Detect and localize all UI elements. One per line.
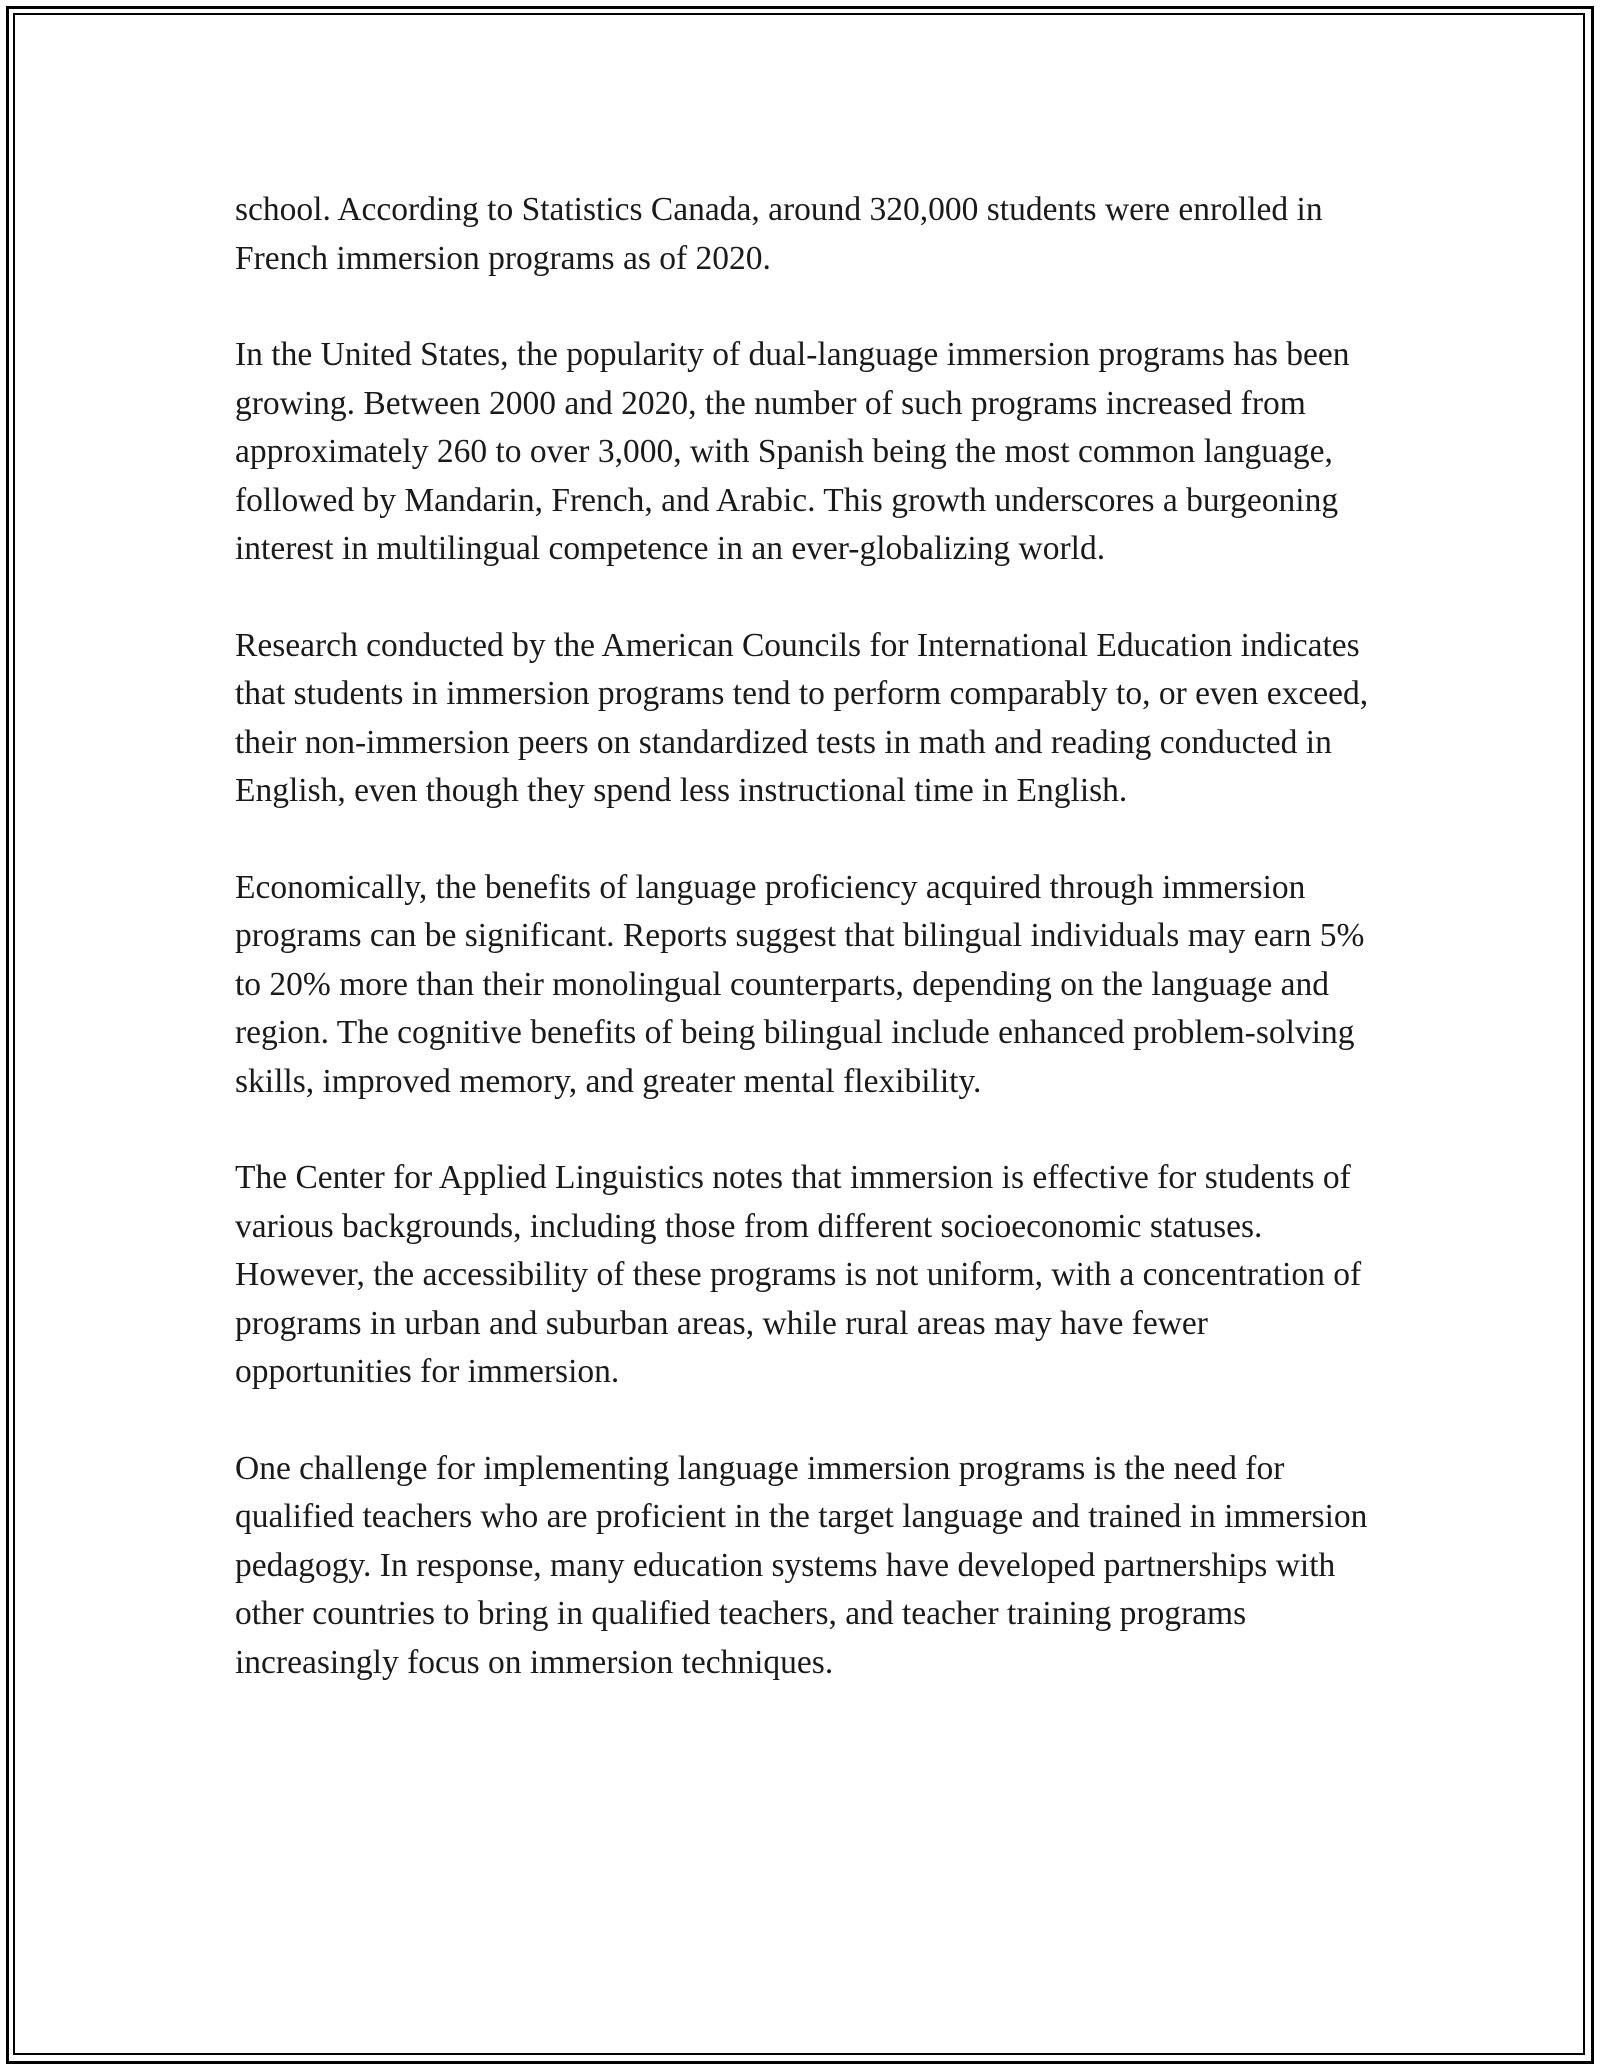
document-body (235, 186, 1375, 1687)
paragraph-accessibility: The Center for Applied Linguistics notes that immersion is effective for students of various backgrounds, including those from different socioeconomic statuses. However, the accessibility of these programs is not uniform, with a concentration of programs in urban and suburban areas, while rural areas may have fewer opportunities for immersion. (235, 1159, 1362, 1390)
paragraph-economic-benefits: Economically, the benefits of language proficiency acquired through immersion programs can be significant. Reports suggest that bilingual individuals may earn 5% to 20% more than their monolingual counterparts, depending on the language and region. The cognitive benefits of being bilingual include enhanced problem-solving skills, improved memory, and greater mental flexibility. (235, 868, 1365, 1100)
paragraph-research-test-performance: Research conducted by the American Councils for International Education indicates that students in immersion programs tend to perform comparably to, or even exceed, their non-immersion peers on standardized tests in math and reading conducted in English, even though they spend less instructional time in English. (235, 626, 1369, 809)
paragraph-teacher-challenge: One challenge for implementing language immersion programs is the need for qualified teachers who are proficient in the target language and trained in immersion pedagogy. In response, many education systems have developed partnerships with other countries to bring in qualified teachers, and teacher training programs increasingly focus on immersion techniques. (235, 1449, 1368, 1681)
paragraph-us-dual-language-growth: In the United States, the popularity of dual-language immersion programs has been growing. Between 2000 and 2020, the number of such programs increased from approximately 260 to over 3,000, with Spanish being the most common language, followed by Mandarin, French, and Arabic. This growth underscores a burgeoning interest in multilingual competence in an ever-globalizing world. (235, 336, 1350, 567)
paragraph-french-immersion-canada: school. According to Statistics Canada, around 320,000 students were enrolled in French immersion programs as of 2020. (235, 191, 1323, 277)
